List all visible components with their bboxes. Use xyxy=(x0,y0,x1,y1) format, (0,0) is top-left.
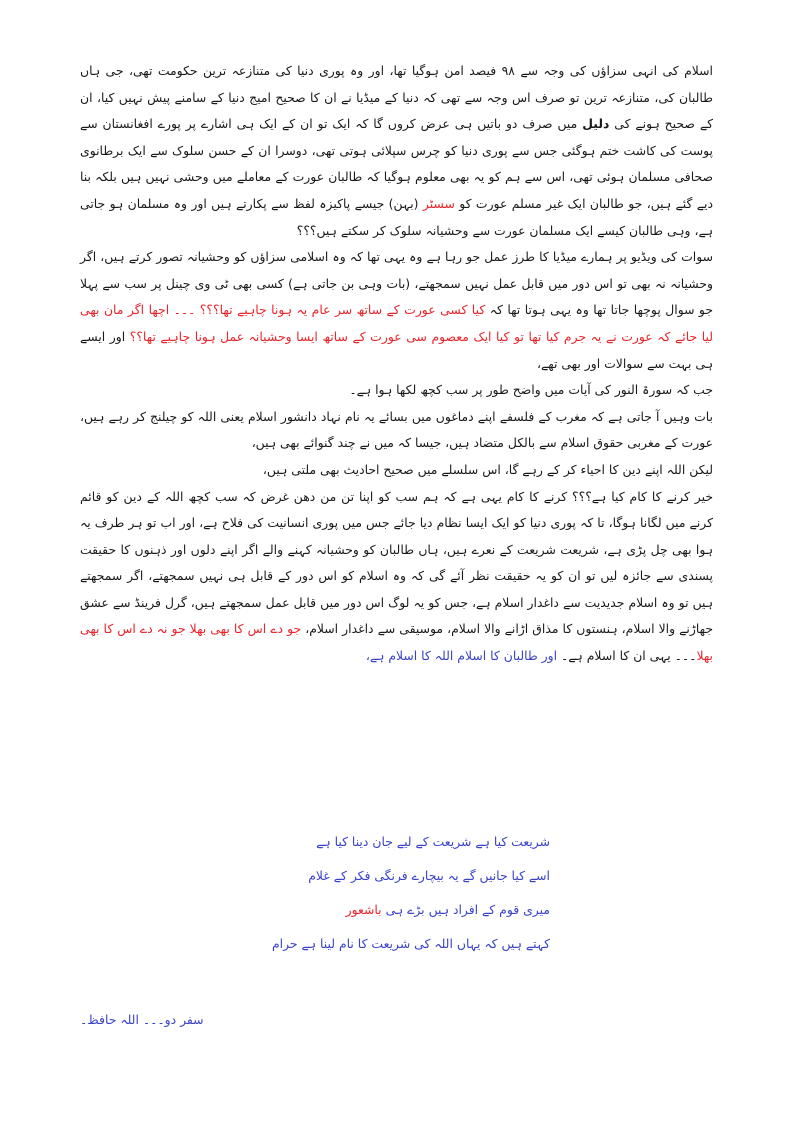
signoff-prefix: سفر دو xyxy=(164,1012,204,1027)
verse-line: میری قوم کے افراد ہیں بڑے ہی باشعور xyxy=(345,902,550,917)
text-run: اور طالبان کا اسلام اللہ کا اسلام ہے، xyxy=(365,648,558,664)
verse-line: کہتے ہیں کہ یہاں اللہ کی شریعت کا نام لینا ہے حرام xyxy=(271,936,550,951)
verse-block xyxy=(230,825,550,961)
text-run: دلیل xyxy=(582,116,610,132)
article-body xyxy=(80,58,713,670)
paragraph xyxy=(80,377,713,404)
text-run: لیکن اللہ اپنے دین کا احیاء کر کے رہے گا، اس سلسلے میں صحیح احادیث بھی ملتی ہیں، xyxy=(262,461,713,477)
paragraph xyxy=(80,457,713,484)
highlighted-text: کیا کسی عورت کے ساتھ سر عام یہ ہونا چاہیے تھا؟؟؟ ۔۔۔ اچھا اگر مان بھی لیا جائے کہ عورت نے یہ جرم کیا تھا تو کیا ایک معصوم سی عورت کے ساتھ ایسا وحشیانہ عمل ہونا چاہیے تھا؟؟ xyxy=(80,302,713,344)
text-run: میں صرف دو باتیں ہی عرض کروں گا کہ ایک تو ان کے ایک ہی اشارے پر پورے افغانستان سے پوست کی کاشت ختم ہوگئی جس سے پوری دنیا کو چرس سپلائی ہوتی تھی، دوسرا ان کے حسن سلوک سے ایک برطانوی صحافی مسلمان ہوئی تھی، اس سے ہم کو یہ بھی معلوم ہوگیا کہ طالبان عورت کے معاملے میں وحشی نہیں ہیں بلکہ بنا دیے گئے ہیں، جو طالبان ایک غیر مسلم عورت کو xyxy=(80,116,713,211)
text-run: سوات کی ویڈیو پر ہمارے میڈیا کا طرز عمل جو رہا ہے وہ یہی تھا کہ وہ اسلامی سزاؤں کو وحشیانہ تصور کرتے ہیں، اگر وحشیانہ نہ بھی تو اس دور میں قابل عمل نہیں سمجھتے، (بات وہی بن جاتی ہے) کسی بھی ٹی وی چینل پر سب سے پہلا جو سوال پوچھا جاتا تھا وہ یہی ہوتا تھا کہ xyxy=(80,249,713,318)
text-run: ۔۔۔ یہی ان کا اسلام ہے۔ xyxy=(557,648,697,664)
text-run: اور ایسے ہی بہت سے سوالات اور بھی تھے، xyxy=(80,328,713,371)
paragraph xyxy=(80,244,713,377)
signoff-line xyxy=(80,1012,204,1027)
verse-accent-word: باشعور xyxy=(345,902,382,917)
text-run: (بہن) جیسے پاکیزہ لفظ سے پکارتے ہیں اور وہ مسلمان ہو جاتی ہے، وہی طالبان کیسے ایک مسلمان عورت سے وحشیانہ سلوک کر سکتے ہیں؟؟؟ xyxy=(80,195,713,238)
paragraph xyxy=(80,58,713,244)
text-run: بات وہیں آ جاتی ہے کہ مغرب کے فلسفے اپنے دماغوں میں بسائے یہ نام نہاد دانشور اسلام یعنی اللہ کو چیلنج کر رہے ہیں، عورت کے مغربی حقوق اسلام سے بالکل متضاد ہیں، جیسا کہ میں نے چند گنوائے بھی ہیں، xyxy=(80,408,713,451)
highlighted-text: جو دے اس کا بھی بھلا جو نہ دے اس کا بھی بھلا xyxy=(80,621,713,664)
text-run: جب کہ سورۃ النور کی آیات میں واضح طور پر سب کچھ لکھا ہوا ہے۔ xyxy=(349,382,713,398)
text-run: اسلام کی انہی سزاؤں کی وجہ سے ۹۸ فیصد امن ہوگیا تھا، اور وہ پوری دنیا کی متنازعہ ترین حکومت تھی، جی ہاں طالبان کی، متنازعہ ترین تو صرف اس وجہ سے تھی کہ دنیا کے میڈیا نے ان کا صحیح امیج دنیا کے سامنے پیش نہیں کیا، ان کے صحیح ہونے کی xyxy=(80,63,713,132)
highlighted-text: سسٹر xyxy=(422,195,455,211)
paragraph xyxy=(80,404,713,457)
verse-line: اسے کیا جانیں گے یہ بیچارے فرنگی فکر کے غلام xyxy=(308,868,550,883)
text-run: خیر کرنے کا کام کیا ہے؟؟؟ کرنے کا کام یہی ہے کہ ہم سب کو اپنا تن من دھن غرض کہ سب کچھ اللہ کے دین کو قائم کرنے میں لگانا ہوگا، تا کہ پوری دنیا کو ایک ایسا نظام دیا جائے جس میں پوری انسانیت کی فلاح ہے، اور اب تو ہر طرف یہ ہوا بھی چل پڑی ہے، شریعت شریعت کے نعرے ہیں، ہاں طالبان کو وحشیانہ کہنے والے اگر اپنے دلوں اور ذہنوں کا حقیقت پسندی سے جائزہ لیں تو ان کو یہ حقیقت نظر آئے گی کہ وہ اسلام کو اس دور کے قابل ہی نہیں سمجھتے، اگر سمجھتے ہیں تو وہ اسلام جدیدیت سے داغدار اسلام ہے، جس کو یہ لوگ اس دور میں قابل عمل سمجھتے ہیں، گرل فرینڈ سے عشق جھاڑنے والا اسلام، ہنستوں کا مذاق اڑانے والا اسلام، موسیقی سے داغدار اسلام، xyxy=(80,488,713,637)
verse-line: شریعت کیا ہے شریعت کے لیے جان دینا کیا ہے xyxy=(316,834,550,849)
signoff-suffix: ۔۔۔ اللہ حافظ۔ xyxy=(80,1012,165,1027)
paragraph xyxy=(80,484,713,670)
